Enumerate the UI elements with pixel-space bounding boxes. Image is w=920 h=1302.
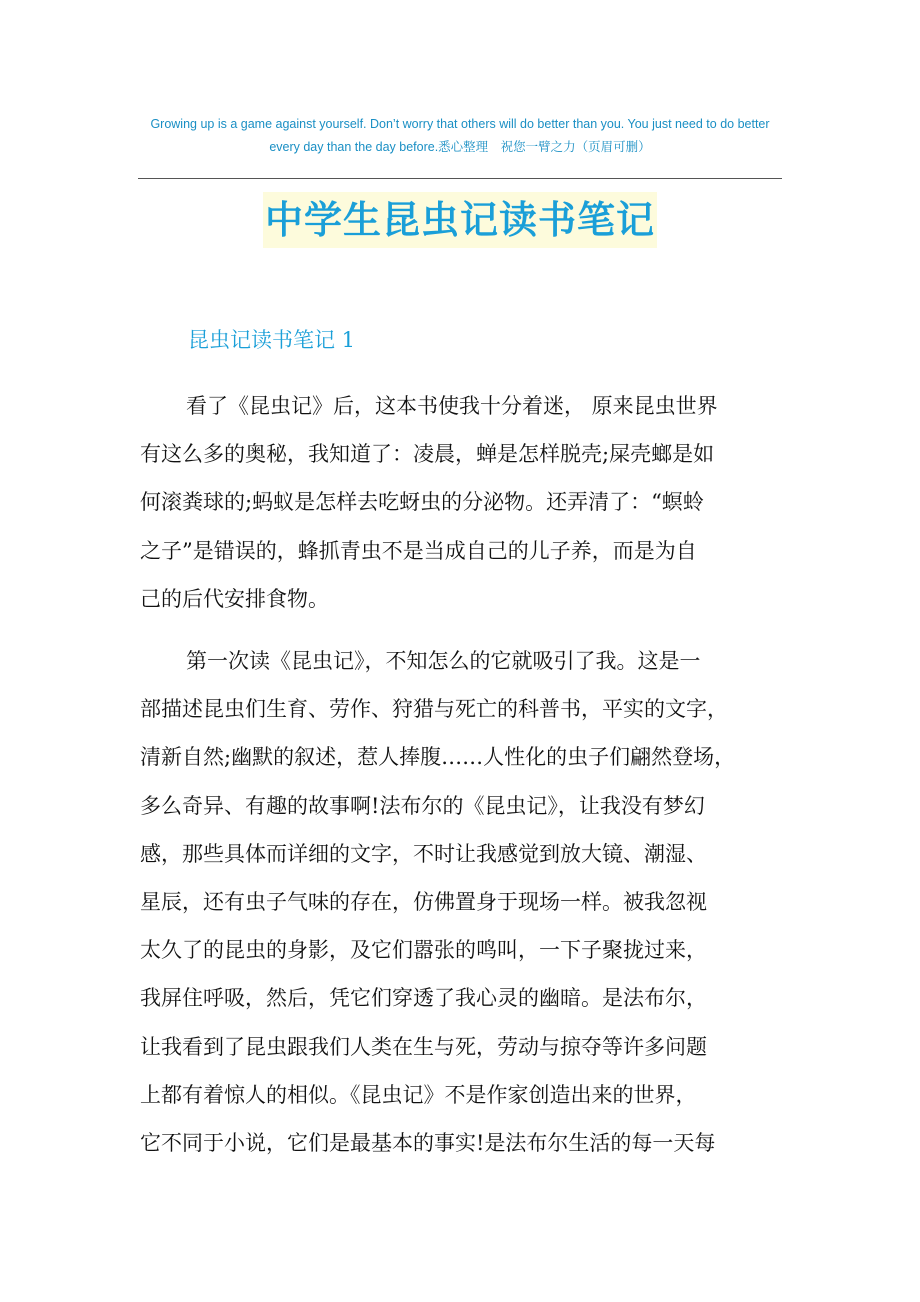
paragraph-line: 第一次读《昆虫记》，不知怎么的它就吸引了我。这是一 xyxy=(186,649,701,673)
paragraph-line: 部描述昆虫们生育、劳作、狩猎与死亡的科普书，平实的文字， xyxy=(140,697,728,722)
header-divider xyxy=(138,178,782,179)
paragraph-line: 多么奇异、有趣的故事啊!法布尔的《昆虫记》，让我没有梦幻 xyxy=(140,793,705,818)
paragraph-2 xyxy=(140,637,780,1167)
paragraph-line: 太久了的昆虫的身影，及它们嚣张的鸣叫，一下子聚拢过来， xyxy=(140,938,707,963)
paragraph-line: 看了《昆虫记》后，这本书使我十分着迷， 原来昆虫世界 xyxy=(186,394,718,418)
paragraph-line: 感，那些具体而详细的文字，不时让我感觉到放大镜、潮湿、 xyxy=(140,841,707,866)
paragraph-line: 上都有着惊人的相似。《昆虫记》不是作家创造出来的世界， xyxy=(140,1082,697,1107)
page-header xyxy=(130,113,790,159)
paragraph-line: 之子”是错误的，蜂抓青虫不是当成自己的儿子养，而是为自 xyxy=(140,538,697,563)
header-line-1: Growing up is a game against yourself. Don’t worry that others will do better than you. You just need to do better xyxy=(150,117,770,131)
paragraph-line: 星辰，还有虫子气味的存在，仿佛置身于现场一样。被我忽视 xyxy=(140,890,707,915)
paragraph-line: 让我看到了昆虫跟我们人类在生与死，劳动与掠夺等许多问题 xyxy=(140,1034,707,1059)
title-container xyxy=(0,192,920,248)
paragraph-line: 它不同于小说，它们是最基本的事实!是法布尔生活的每一天每 xyxy=(140,1131,716,1156)
paragraph-1 xyxy=(140,382,780,623)
paragraph-line: 有这么多的奥秘，我知道了：凌晨，蝉是怎样脱壳;屎壳螂是如 xyxy=(140,442,715,467)
paragraph-line: 己的后代安排食物。 xyxy=(140,586,329,611)
paragraph-line: 清新自然;幽默的叙述，惹人捧腹……人性化的虫子们翩然登场， xyxy=(140,745,736,770)
paragraph-line: 何滚粪球的;蚂蚁是怎样去吃蚜虫的分泌物。还弄清了：“螟蛉 xyxy=(140,490,704,515)
section-heading: 昆虫记读书笔记 1 xyxy=(188,328,356,352)
header-line-2: every day than the day before.悉心整理 祝您一臂之力（页眉可删） xyxy=(269,140,651,154)
paragraph-line: 我屏住呼吸，然后，凭它们穿透了我心灵的幽暗。是法布尔， xyxy=(140,986,707,1011)
document-title: 中学生昆虫记读书笔记 xyxy=(263,192,657,248)
